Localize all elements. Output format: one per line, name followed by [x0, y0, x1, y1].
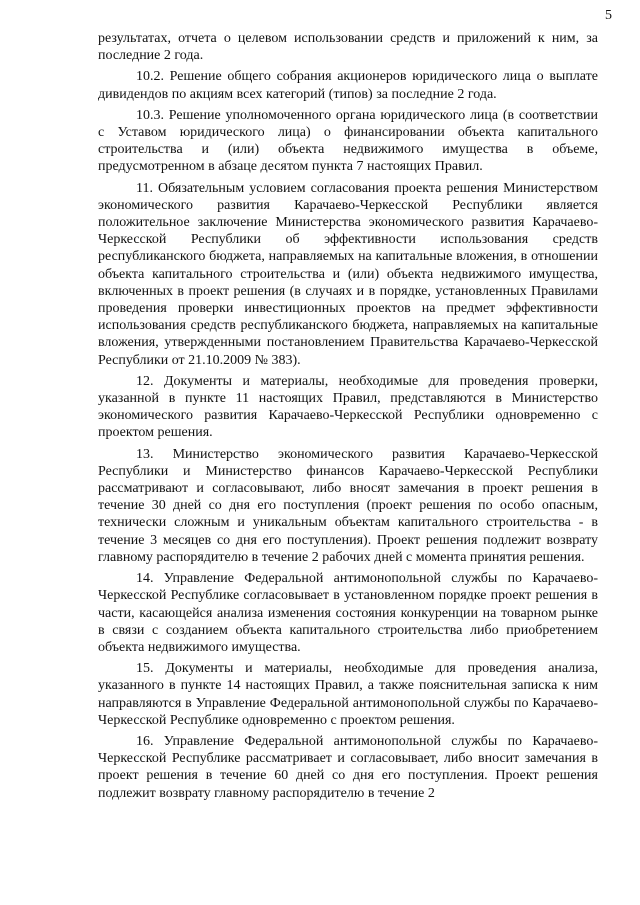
paragraph-15: 15. Документы и материалы, необходимые для проведения анализа, указанного в пункте 14 настоящих Правил, а также пояснительная записка к ним направляются в Управление Федеральной антимонопольной службы по Карачаево-Черкесской Республике одновременно с проектом решения.: [98, 661, 598, 728]
paragraph-13: 13. Министерство экономического развития Карачаево-Черкесской Республики и Министерство финансов Карачаево-Черкесской Республики рассматривают и согласовывают, либо вносят замечания в проект решения в течение 30 дней со дня его поступления (проект решения по особо опасным, технически сложным и уникальным объектам капитального строительства - в течение 3 месяцев со дня его поступления). Проект решения подлежит возврату главному распорядителю в течение 2 рабочих дней с момента принятия решения.: [98, 446, 598, 565]
paragraph-10-3: 10.3. Решение уполномоченного органа юридического лица (в соответствии с Уставом юридического лица) о финансировании объекта капитального строительства и (или) объекта недвижимого имущества в объеме, предусмотренном в абзаце десятом пункта 7 настоящих Правил.: [98, 107, 598, 175]
document-body: [98, 30, 598, 806]
paragraph-11: 11. Обязательным условием согласования проекта решения Министерством экономического развития Карачаево-Черкесской Республики является положительное заключение Министерства экономического развития Карачаево-Черкесской Республики об эффективности использования средств республиканского бюджета, направляемых на капитальные вложения, в отношении объекта капитального строительства и (или) объекта недвижимого имущества, включенных в проект решения (в случаях и в порядке, установленных Правилами проведения проверки инвестиционных проектов на предмет эффективности использования средств республиканского бюджета, направляемых на капитальные вложения, утвержденными постановлением Правительства Карачаево-Черкесской Республики от 21.10.2009 № 383).: [98, 180, 598, 368]
paragraph-10-2: 10.2. Решение общего собрания акционеров юридического лица о выплате дивидендов по акциям всех категорий (типов) за последние 2 года.: [98, 69, 598, 102]
paragraph-continuation: результатах, отчета о целевом использовании средств и приложений к ним, за последние 2 года.: [98, 31, 598, 64]
paragraph-12: 12. Документы и материалы, необходимые для проведения проверки, указанной в пункте 11 настоящих Правил, представляются в Министерство экономического развития Карачаево-Черкесской Республики одновременно с проектом решения.: [98, 373, 598, 441]
page-number: 5: [605, 8, 612, 23]
paragraph-16: 16. Управление Федеральной антимонопольной службы по Карачаево-Черкесской Республике рассматривает и согласовывает, либо вносит замечания в проект решения в течение 60 дней со дня его поступления. Проект решения подлежит возврату главному распорядителю в течение 2: [98, 733, 598, 801]
paragraph-14: 14. Управление Федеральной антимонопольной службы по Карачаево-Черкесской Республике согласовывает в установленном порядке проект решения в части, касающейся анализа изменения состояния конкуренции на товарном рынке в связи с созданием объекта капитального строительства либо приобретением объекта недвижимого имущества.: [98, 571, 598, 655]
